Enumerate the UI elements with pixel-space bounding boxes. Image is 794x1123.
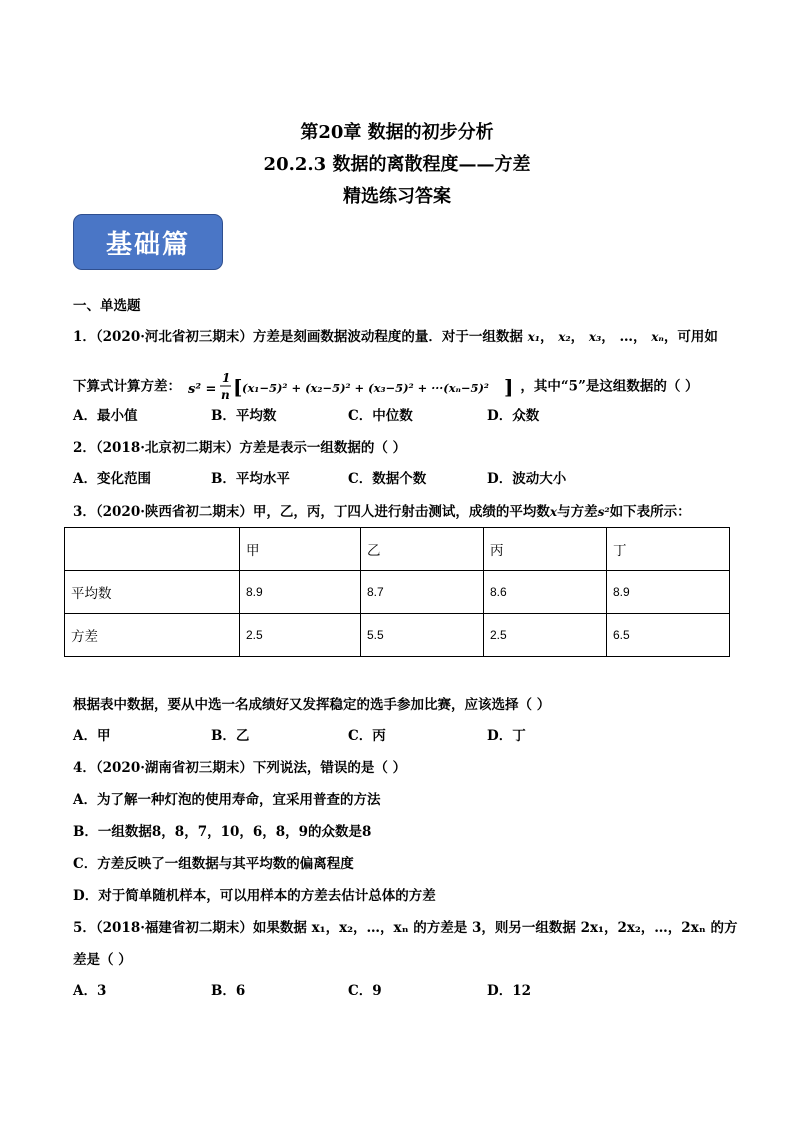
q4-option-d: D．对于简单随机样本，可以用样本的方差去估计总体的方差 xyxy=(73,888,436,904)
section-title: 20.2.3 数据的离散程度——方差 xyxy=(263,154,531,175)
q2-option-a: A．变化范围 xyxy=(73,471,151,487)
q3-option-d: D．丁 xyxy=(487,728,526,744)
question-3-prompt: 根据表中数据，要从中选一名成绩好又发挥稳定的选手参加比赛，应该选择（ ） xyxy=(73,697,551,713)
q5-option-c: C．9 xyxy=(348,983,382,999)
q5-option-b: B．6 xyxy=(211,983,246,999)
question-1-line2: 下算式计算方差： s² = 1 n [ (x₁−5)² + (x₂−5)² + (x₃−5)² + ···(xₙ−5)² ] ，其中“5”是这组数据的（ ） xyxy=(73,367,699,407)
table-cell: 5.5 xyxy=(361,614,484,657)
table-header-ding: 丁 xyxy=(607,528,730,571)
row-label-variance: 方差 xyxy=(65,614,240,657)
question-5-line2: 差是（ ） xyxy=(73,952,132,968)
q4-option-a: A．为了解一种灯泡的使用寿命，宜采用普查的方法 xyxy=(73,792,381,808)
level-badge: 基础篇 xyxy=(73,214,223,270)
svg-text:(x₁−5)² + (x₂−5)² + (x₃−5)² +: (x₁−5)² + (x₂−5)² + (x₃−5)² + ···(xₙ−5)² xyxy=(241,381,489,395)
row-label-mean: 平均数 xyxy=(65,571,240,614)
question-4: 4．（2020·湖南省初三期末）下列说法，错误的是（ ） xyxy=(73,760,407,776)
table-cell xyxy=(65,528,240,571)
q1-option-d: D．众数 xyxy=(487,408,540,424)
variance-formula xyxy=(186,367,516,407)
svg-text:[: [ xyxy=(232,375,243,399)
question-1-line1: 1．（2020·河北省初三期末）方差是刻画数据波动程度的量．对于一组数据 x₁， x₂， x₃， …， xₙ，可用如 xyxy=(73,329,718,345)
table-cell: 8.9 xyxy=(607,571,730,614)
question-5-line1: 5．（2018·福建省初二期末）如果数据 x₁，x₂，…，xₙ 的方差是 3，则另一组数据 2x₁，2x₂，…，2xₙ 的方 xyxy=(73,920,738,936)
chapter-title: 第20章 数据的初步分析 xyxy=(300,122,494,143)
q2-option-d: D．波动大小 xyxy=(487,471,567,487)
table-header-yi: 乙 xyxy=(361,528,484,571)
table-header-bing: 丙 xyxy=(484,528,607,571)
q1-option-b: B．平均数 xyxy=(211,408,277,424)
table-header-jia: 甲 xyxy=(240,528,361,571)
table-cell: 8.6 xyxy=(484,571,607,614)
table-header-row xyxy=(65,528,730,571)
q2-option-c: C．数据个数 xyxy=(348,471,427,487)
doc-subtitle: 精选练习答案 xyxy=(343,186,451,207)
table-cell: 6.5 xyxy=(607,614,730,657)
q1-option-a: A．最小值 xyxy=(73,408,138,424)
q3-option-b: B．乙 xyxy=(211,728,250,744)
svg-text:1: 1 xyxy=(221,371,231,385)
question-3: 3．（2020·陕西省初二期末）甲，乙，丙，丁四人进行射击测试，成绩的平均数x与方差s²如下表所示： xyxy=(73,504,691,520)
svg-text:n: n xyxy=(220,388,230,402)
q3-option-a: A．甲 xyxy=(73,728,111,744)
table-cell: 8.7 xyxy=(361,571,484,614)
q5-option-a: A．3 xyxy=(73,983,107,999)
q4-option-c: C．方差反映了一组数据与其平均数的偏离程度 xyxy=(73,856,354,872)
q4-option-b: B．一组数据8，8，7，10，6，8，9的众数是8 xyxy=(73,824,372,840)
question-2: 2．（2018·北京初二期末）方差是表示一组数据的（ ） xyxy=(73,440,407,456)
q2-option-b: B．平均水平 xyxy=(211,471,290,487)
table-cell: 8.9 xyxy=(240,571,361,614)
q5-option-d: D．12 xyxy=(487,983,531,999)
section-heading: 一、单选题 xyxy=(73,298,141,314)
table-cell: 2.5 xyxy=(240,614,361,657)
table-cell: 2.5 xyxy=(484,614,607,657)
table-row xyxy=(65,614,730,657)
q3-option-c: C．丙 xyxy=(348,728,386,744)
score-table xyxy=(64,527,730,657)
svg-text:s² =: s² = xyxy=(187,382,217,397)
table-row xyxy=(65,571,730,614)
svg-text:]: ] xyxy=(503,375,514,399)
q1-option-c: C．中位数 xyxy=(348,408,413,424)
